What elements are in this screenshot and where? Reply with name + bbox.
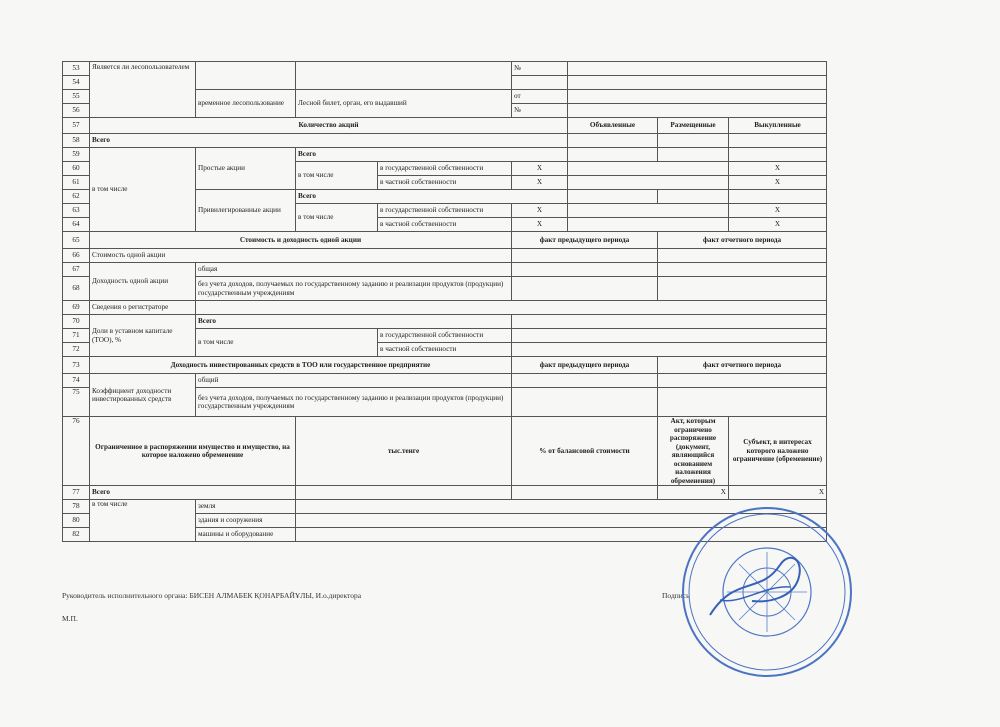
row-label: здания и сооружения — [196, 514, 296, 528]
cell-x: X — [658, 486, 729, 500]
row-number: 76 — [63, 417, 90, 486]
column-header: Выкупленные — [729, 118, 827, 134]
cell-x: X — [512, 176, 568, 190]
section-header-row — [63, 357, 827, 374]
row-sublabel: в том числе — [296, 204, 378, 232]
group-label: в том числе — [90, 500, 196, 542]
row-label: машины и оборудование — [196, 528, 296, 542]
cell-x: X — [729, 486, 827, 500]
cell-x: X — [729, 218, 827, 232]
row-sublabel: в том числе — [296, 162, 378, 190]
group-label: Доходность одной акции — [90, 263, 196, 301]
column-header: Акт, которым ограничено распоряжение (документ, являющийся основанием наложения обременения) — [658, 417, 729, 486]
column-header: факт отчетного периода — [658, 232, 827, 249]
column-header: Объявленные — [568, 118, 658, 134]
stamp-place-label: М.П. — [62, 614, 78, 623]
row-label: в частной собственности — [378, 176, 512, 190]
cell-x: X — [512, 162, 568, 176]
section-header-row — [63, 118, 827, 134]
table-row — [63, 263, 827, 277]
cell-value: № — [512, 104, 568, 118]
row-label: в частной собственности — [378, 218, 512, 232]
row-number: 70 — [63, 315, 90, 329]
row-label: без учета доходов, получаемых по государственному заданию и реализации продуктов (продукции) государственным учреждениям — [196, 277, 512, 301]
row-label: Является ли лесопользователем — [90, 62, 196, 118]
report-table — [62, 61, 827, 542]
column-header: Ограниченное в распоряжении имущество и имущество, на которое наложено обременение — [90, 417, 296, 486]
cell-x: X — [729, 162, 827, 176]
cell-x: X — [512, 218, 568, 232]
row-number: 73 — [63, 357, 90, 374]
column-header: факт предыдущего периода — [512, 232, 658, 249]
row-number: 53 — [63, 62, 90, 76]
row-number: 67 — [63, 263, 90, 277]
table-row — [63, 62, 827, 76]
official-seal-stamp — [680, 505, 855, 680]
section-title: Стоимость и доходность одной акции — [90, 232, 512, 249]
column-header: Размещенные — [658, 118, 729, 134]
signature-label: Подпись — [662, 591, 690, 600]
group-label: Коэффициент доходности инвестированных средств — [90, 374, 196, 417]
table-row — [63, 315, 827, 329]
row-number: 82 — [63, 528, 90, 542]
column-header: Субъект, в интересах которого наложено ограничение (обременение) — [729, 417, 827, 486]
row-number: 62 — [63, 190, 90, 204]
row-number: 80 — [63, 514, 90, 528]
row-label: в государственной собственности — [378, 204, 512, 218]
row-number: 58 — [63, 134, 90, 148]
row-label: в том числе — [90, 148, 196, 232]
row-number: 66 — [63, 249, 90, 263]
table-row — [63, 301, 827, 315]
row-number: 59 — [63, 148, 90, 162]
row-label: Сведения о регистраторе — [90, 301, 196, 315]
row-number: 72 — [63, 343, 90, 357]
section-header-row — [63, 417, 827, 486]
row-number: 64 — [63, 218, 90, 232]
table-row — [63, 148, 827, 162]
group-label: Привилегированные акции — [196, 190, 296, 232]
row-label: Всего — [296, 190, 568, 204]
row-number: 75 — [63, 388, 90, 417]
row-label: общий — [196, 374, 512, 388]
column-header: факт отчетного периода — [658, 357, 827, 374]
table-row — [63, 249, 827, 263]
column-header: тыс.тенге — [296, 417, 512, 486]
column-header: факт предыдущего периода — [512, 357, 658, 374]
row-number: 68 — [63, 277, 90, 301]
section-title: Доходность инвестированных средств в ТОО или государственное предприятие — [90, 357, 512, 374]
row-number: 54 — [63, 76, 90, 90]
row-label: в частной собственности — [378, 343, 512, 357]
table-row — [63, 374, 827, 388]
row-label: общая — [196, 263, 512, 277]
section-title: Количество акций — [90, 118, 568, 134]
row-label: земля — [196, 500, 296, 514]
row-number: 71 — [63, 329, 90, 343]
group-label: Простые акции — [196, 148, 296, 190]
director-line: Руководитель исполнительного органа: БИСЕН АЛМАБЕК ҚОНАРБАЙҰЛЫ, И.о.директора — [62, 591, 362, 600]
row-label: в государственной собственности — [378, 162, 512, 176]
row-label: без учета доходов, получаемых по государственному заданию и реализации продуктов (продукции) государственным учреждениям — [196, 388, 512, 417]
row-number: 57 — [63, 118, 90, 134]
row-number: 61 — [63, 176, 90, 190]
row-label: Стоимость одной акции — [90, 249, 512, 263]
row-number: 60 — [63, 162, 90, 176]
cell-value: от — [512, 90, 568, 104]
row-number: 77 — [63, 486, 90, 500]
row-label: в государственной собственности — [378, 329, 512, 343]
section-header-row — [63, 232, 827, 249]
table-row — [63, 486, 827, 500]
row-number: 55 — [63, 90, 90, 104]
cell-value: № — [512, 62, 568, 76]
row-number: 74 — [63, 374, 90, 388]
row-desc: Лесной билет, орган, его выдавший — [296, 90, 512, 118]
row-number: 56 — [63, 104, 90, 118]
cell-x: X — [729, 204, 827, 218]
cell-x: X — [729, 176, 827, 190]
column-header: % от балансовой стоимости — [512, 417, 658, 486]
row-sublabel: в том числе — [196, 329, 378, 357]
row-label: Всего — [196, 315, 512, 329]
row-label: Всего — [90, 134, 568, 148]
row-sublabel: временное лесопользование — [196, 90, 296, 118]
group-label: Доли в уставном капитале (ТОО), % — [90, 315, 196, 357]
row-number: 78 — [63, 500, 90, 514]
row-number: 65 — [63, 232, 90, 249]
table-row — [63, 134, 827, 148]
row-label: Всего — [296, 148, 568, 162]
row-label: Всего — [90, 486, 296, 500]
row-number: 63 — [63, 204, 90, 218]
row-number: 69 — [63, 301, 90, 315]
cell-x: X — [512, 204, 568, 218]
